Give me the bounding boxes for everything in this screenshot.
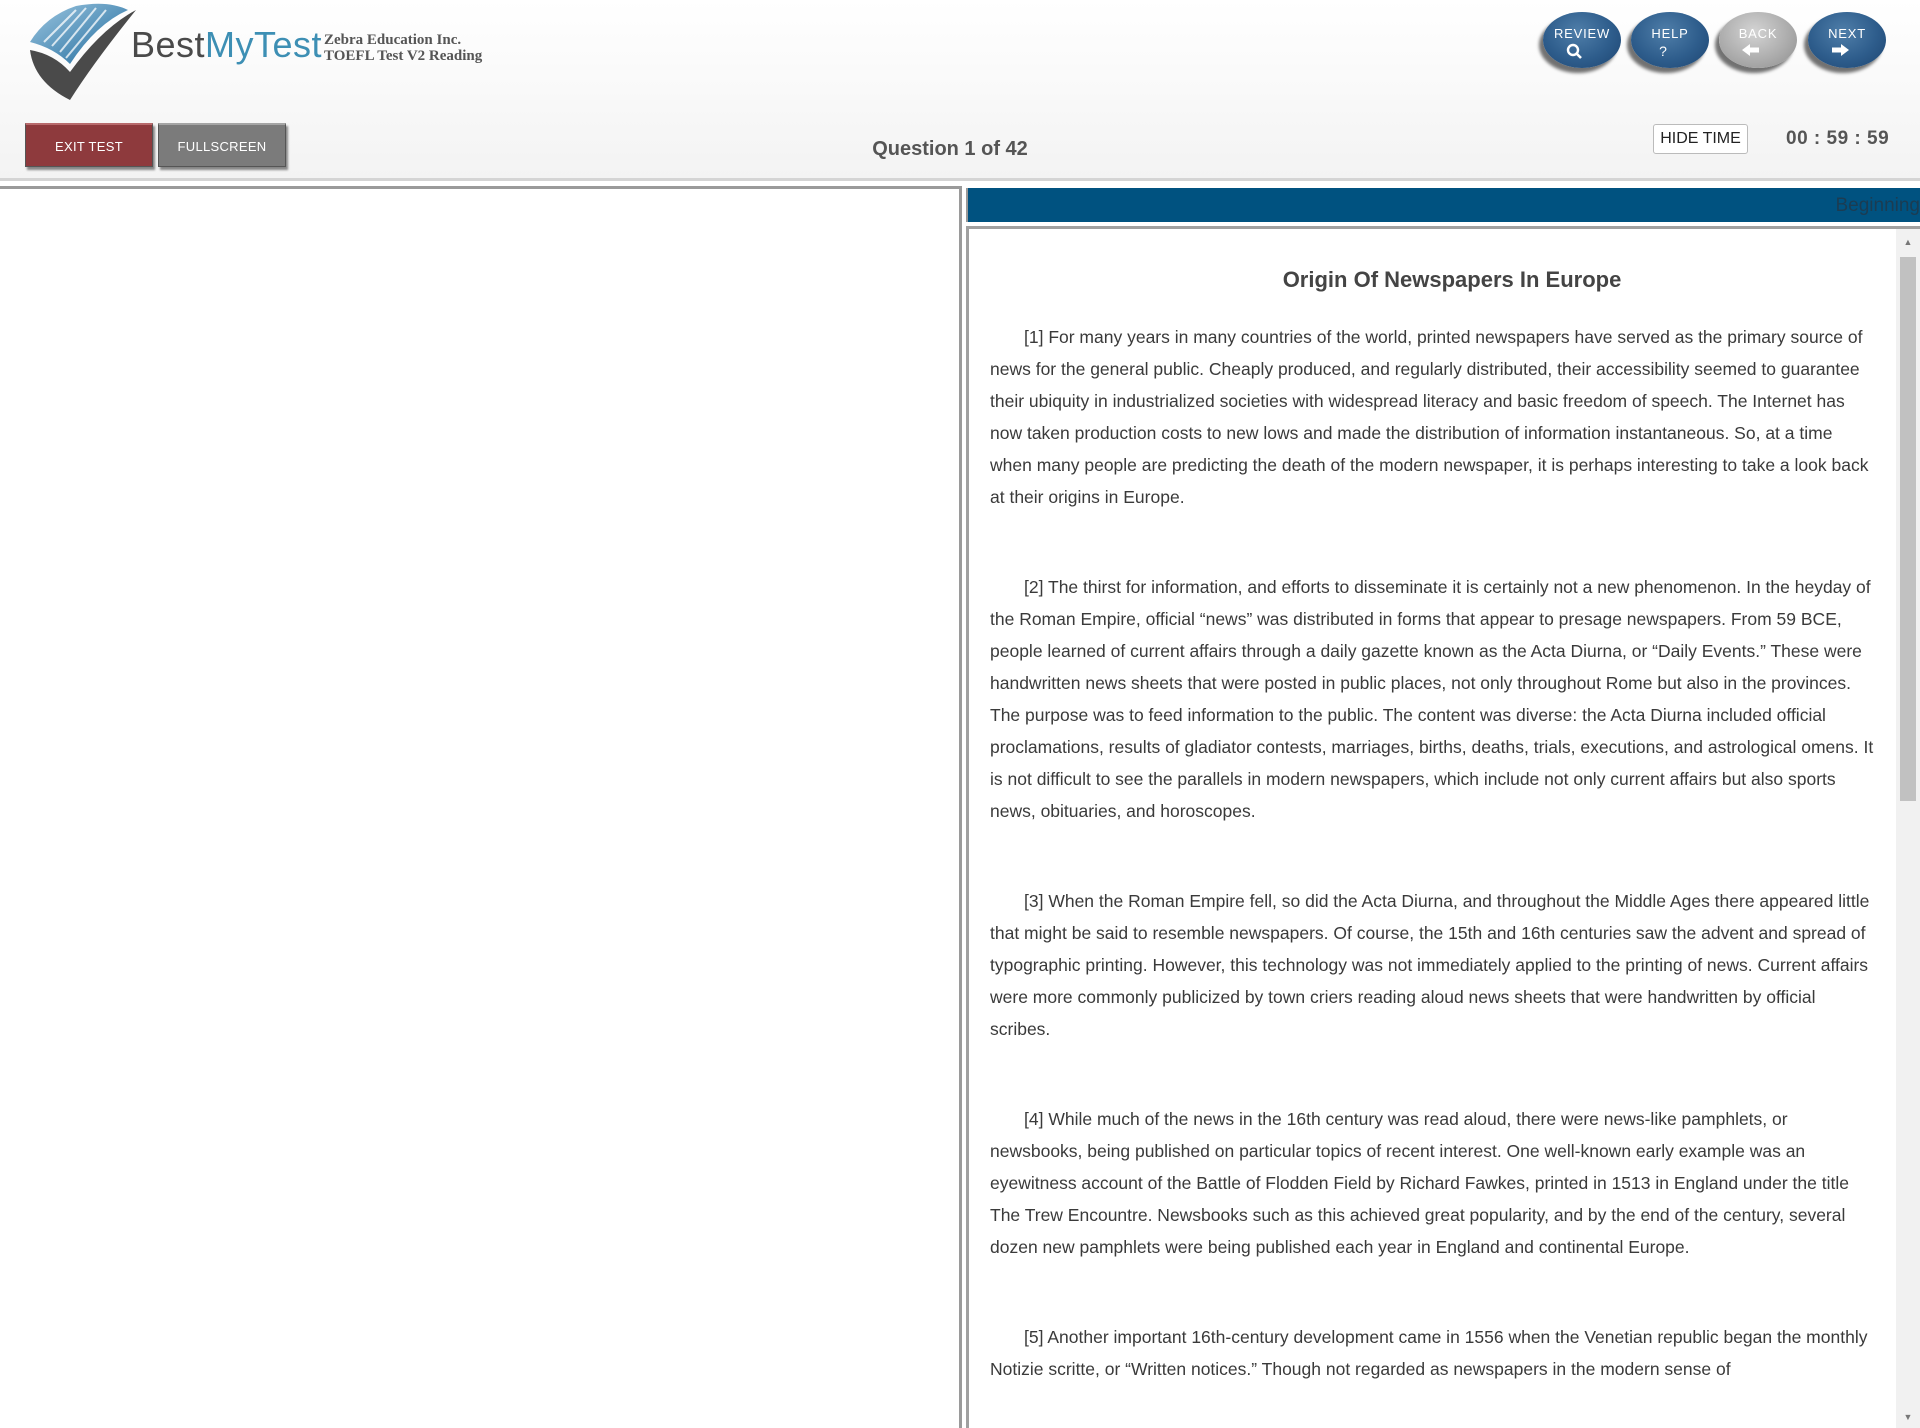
company-info [324,32,482,64]
question-pane [0,186,962,1428]
hide-time-button[interactable]: HIDE TIME [1653,124,1748,154]
passage-scrollbar[interactable] [1896,229,1920,1428]
arrow-right-icon [1794,43,1886,59]
back-label: BACK [1738,26,1778,41]
review-button[interactable] [1543,12,1621,68]
passage-status-bar [966,188,1920,222]
checkmark-logo-icon [24,2,140,102]
passage-paragraph-5: [5] Another important 16th-century development came in 1556 when the Venetian republic began the monthly Notizie scritte, or “Written notices.” Though not regarded as newspapers in the modern sense of [990,1327,1868,1379]
passage-content [969,229,1895,1428]
passage-paragraph-1: [1] For many years in many countries of the world, printed newspapers have served as the primary source of news for the general public. Cheaply produced, and regularly distributed, their accessibility seemed to guarantee their ubiquity in industrialized societies with widespread literacy and basic freedom of speech. The Internet has now taken production costs to new lows and made the distribution of information instantaneous. So, at a time when many people are predicting the death of the modern newspaper, it is perhaps interesting to take a look back at their origins in Europe. [990,327,1869,507]
back-button[interactable] [1719,12,1797,68]
help-label: HELP [1651,26,1689,41]
scroll-up-arrow-icon[interactable]: ▲ [1903,237,1913,247]
scrollbar-thumb[interactable] [1900,257,1916,801]
passage-paragraph-2: [2] The thirst for information, and efforts to disseminate it is certainly not a new phenomenon. In the heyday of the Roman Empire, official “news” was distributed in forms that appear to presage newspapers. From 59 BCE, people learned of current affairs through a daily gazette known as the Acta Diurna, or “Daily Events.” These were handwritten news sheets that were posted in public places, not only throughout Rome but also in the provinces. The purpose was to feed information to the public. The content was diverse: the Acta Diurna included official proclamations, results of gladiator contests, marriages, births, deaths, trials, executions, and astrological omens. It is not difficult to see the parallels in modern newspapers, which include not only current affairs but also sports news, obituaries, and horoscopes. [990,577,1874,821]
question-mark-icon: ? [1659,43,1667,59]
next-button[interactable] [1808,12,1886,68]
passage-pane[interactable] [966,226,1920,1428]
passage-position-label: Beginning [1835,195,1920,216]
passage-paragraph-4: [4] While much of the news in the 16th century was read aloud, there were news-like pamphlets, or newsbooks, being published on particular topics of recent interest. One well-known early example was an eyewitness account of the Battle of Flodden Field by Richard Fawkes, printed in 1513 in England under the title The Trew Encountre. Newsbooks such as this achieved great popularity, and by the end of the century, several dozen new pamphlets were being published each year in England and continental Europe. [990,1109,1849,1257]
passage-paragraph-3: [3] When the Roman Empire fell, so did the Acta Diurna, and throughout the Middle Ages there appeared little that might be said to resemble newspapers. Of course, the 15th and 16th centuries saw the advent and spread of typographic printing. However, this technology was not immediately applied to the printing of news. Current affairs were more commonly publicized by town criers reading aloud news sheets that were handwritten by official scribes. [990,891,1870,1039]
magnifier-icon [1529,43,1621,61]
brand-logo-text: BestMyTest [131,24,323,65]
scroll-down-arrow-icon[interactable]: ▼ [1903,1412,1913,1422]
review-label: REVIEW [1553,26,1611,41]
fullscreen-button[interactable]: FULLSCREEN [158,123,286,167]
help-button[interactable] [1631,12,1709,68]
test-name: TOEFL Test V2 Reading [324,48,483,64]
header [0,0,1920,181]
passage-title: Origin Of Newspapers In Europe [1282,267,1622,292]
next-label: NEXT [1828,26,1866,41]
company-name: Zebra Education Inc. [324,32,462,48]
exit-test-button[interactable]: EXIT TEST [25,123,153,167]
question-counter: Question 1 of 42 [872,138,1028,160]
arrow-left-icon [1705,43,1797,59]
countdown-timer: 00 : 59 : 59 [1786,128,1890,149]
